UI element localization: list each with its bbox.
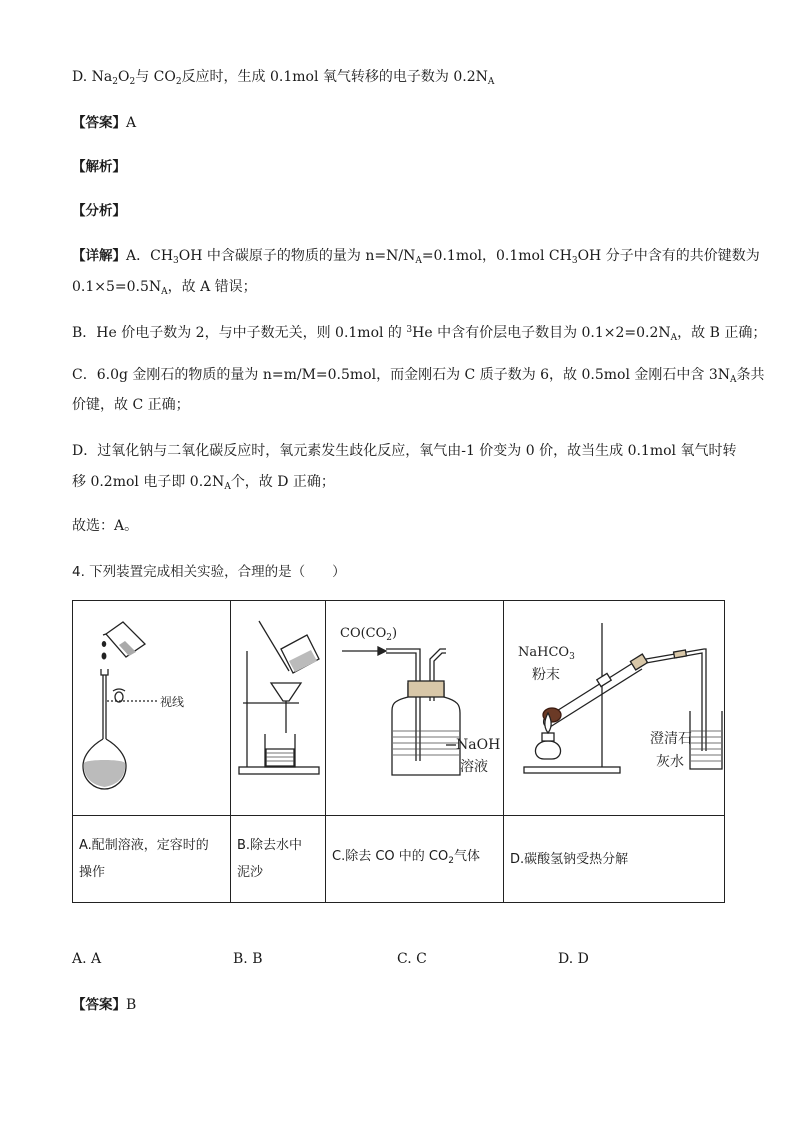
detail-a-line-1: 【详解】A．$CH_3OH$ 中含碳原子的物质的量为 $n=N/N_A=0.1mol$，0.1mol $CH_3OH$ 分子中含有的共价键数为 bbox=[72, 248, 760, 266]
detail-d-line-2: 移 0.2mol 电子即 $0.2N_A$个，故 D 正确； bbox=[72, 474, 335, 492]
powder-label: 粉末 bbox=[532, 667, 560, 683]
heating-decomposition-figure bbox=[504, 601, 724, 811]
answer-line-2 bbox=[72, 995, 136, 1015]
fenxi-heading: 【分析】 bbox=[72, 203, 126, 219]
limewater-label-1: 澄清石 bbox=[650, 731, 692, 747]
figure-d-cell bbox=[504, 601, 725, 816]
answer-value: B bbox=[126, 997, 137, 1013]
answer-tag: 【答案】 bbox=[72, 997, 126, 1013]
detail-a-line-2: $0.1\times 5=0.5N_A$，故 A 错误； bbox=[72, 279, 257, 297]
answer-line-1 bbox=[72, 113, 136, 133]
detail-tag: 【详解】 bbox=[72, 248, 126, 264]
sight-line-label: 视线 bbox=[160, 695, 185, 709]
caption-c: C.除去 CO 中的 $CO_2$气体 bbox=[326, 816, 504, 903]
volumetric-flask-figure bbox=[73, 601, 230, 811]
naoh-label: NaOH bbox=[456, 737, 501, 753]
gas-mixture-label: $CO(CO_2)$ bbox=[340, 626, 398, 643]
figure-b-cell bbox=[231, 601, 326, 816]
option-c: C. C bbox=[397, 951, 427, 967]
figure-a-cell bbox=[73, 601, 231, 816]
detail-c-line-1: C．6.0g 金刚石的物质的量为 n=m/M=0.5mol，而金刚石为 C 质子数为 6，故 0.5mol 金刚石中含 $3N_A$条共 bbox=[72, 367, 765, 385]
question-4: 4. 下列装置完成相关实验，合理的是（ ） bbox=[72, 564, 346, 580]
solution-label: 溶液 bbox=[460, 759, 488, 775]
detail-c-line-2: 价键，故 C 正确； bbox=[72, 397, 190, 413]
filtration-figure bbox=[231, 601, 325, 811]
detail-d-line-1: D．过氧化钠与二氧化碳反应时，氧元素发生歧化反应，氧气由-1 价变为 0 价，故当生成 0.1mol 氧气时转 bbox=[72, 443, 737, 459]
option-a: A. A bbox=[72, 951, 102, 967]
option-d-line: D. $Na_2O_2$与 $CO_2$反应时，生成 0.1mol 氧气转移的电子数为 $0.2N_A$ bbox=[72, 69, 495, 87]
answer-tag: 【答案】 bbox=[72, 115, 126, 131]
option-b: B. B bbox=[233, 951, 263, 967]
apparatus-table bbox=[72, 600, 725, 903]
conclusion-line: 故选：A。 bbox=[72, 518, 139, 534]
nahco3-label: NaHCO$_3$ bbox=[518, 645, 575, 662]
gas-washing-figure bbox=[326, 601, 503, 811]
caption-d: D.碳酸氢钠受热分解 bbox=[504, 816, 725, 903]
caption-a: A.配制溶液，定容时的 操作 bbox=[73, 816, 231, 903]
figure-c-cell bbox=[326, 601, 504, 816]
limewater-label-2: 灰水 bbox=[656, 754, 684, 770]
caption-b: B.除去水中 泥沙 bbox=[231, 816, 326, 903]
analysis-heading: 【解析】 bbox=[72, 159, 126, 175]
answer-value: A bbox=[126, 115, 137, 131]
option-d: D. D bbox=[558, 951, 589, 967]
detail-b-line: B．He 价电子数为 2，与中子数无关，则 0.1mol 的 $^3$He 中含有价层电子数目为 $0.1\times 2=0.2N_A$，故 B 正确； bbox=[72, 325, 767, 343]
